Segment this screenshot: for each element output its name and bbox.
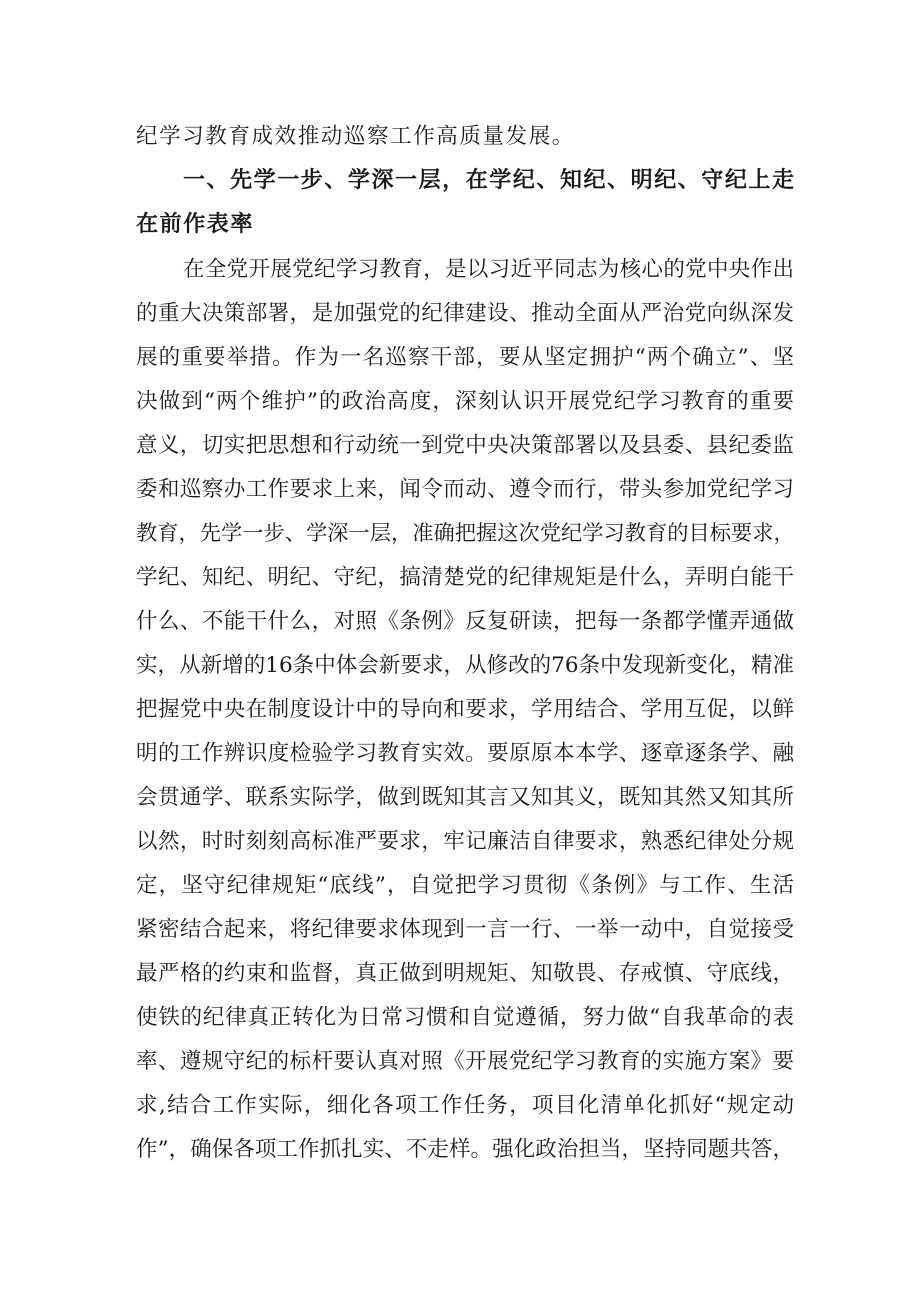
paragraph-line: 最严格的约束和监督，真正做到明规矩、知敬畏、存戒慎、守底线， (136, 961, 794, 986)
paragraph-line: 以然，时时刻刻高标准严要求，牢记廉洁自律要求，熟悉纪律处分规 (136, 829, 794, 854)
paragraph-line: 率、遵规守纪的标杆要认真对照《开展党纪学习教育的实施方案》要 (136, 1049, 794, 1074)
paragraph-line: 把握党中央在制度设计中的导向和要求，学用结合、学用互促，以鲜 (136, 697, 794, 722)
paragraph-line: 紧密结合起来，将纪律要求体现到一言一行、一举一动中，自觉接受 (136, 917, 794, 942)
paragraph-line: 委和巡察办工作要求上来，闻令而动、遵令而行，带头参加党纪学习 (136, 477, 794, 502)
paragraph-line: 在全党开展党纪学习教育，是以习近平同志为核心的党中央作出 (183, 257, 794, 282)
paragraph-line: 学纪、知纪、明纪、守纪，搞清楚党的纪律规矩是什么，弄明白能干 (136, 565, 794, 590)
paragraph-line: 什么、不能干什么，对照《条例》反复研读，把每一条都学懂弄通做 (136, 609, 794, 634)
paragraph-line: 求,结合工作实际，细化各项工作任务，项目化清单化抓好“规定动 (136, 1093, 794, 1118)
section-heading-line-1: 一、先学一步、学深一层，在学纪、知纪、明纪、守纪上走 (183, 168, 794, 193)
paragraph-line: 教育，先学一步、学深一层，准确把握这次党纪学习教育的目标要求， (136, 521, 795, 546)
paragraph-line: 决做到“两个维护”的政治高度，深刻认识开展党纪学习教育的重要 (136, 389, 794, 414)
paragraph-line: 实，从新增的16条中体会新要求，从修改的76条中发现新变化，精准 (136, 653, 794, 678)
paragraph-line: 作”，确保各项工作抓扎实、不走样。强化政治担当，坚持同题共答， (136, 1137, 794, 1162)
paragraph-line: 会贯通学、联系实际学，做到既知其言又知其义，既知其然又知其所 (136, 785, 794, 810)
section-heading-line-2: 在前作表率 (136, 212, 255, 237)
paragraph-line: 意义，切实把思想和行动统一到党中央决策部署以及县委、县纪委监 (136, 433, 794, 458)
paragraph-line: 明的工作辨识度检验学习教育实效。要原原本本学、逐章逐条学、融 (136, 741, 794, 766)
intro-line: 纪学习教育成效推动巡察工作高质量发展。 (136, 124, 575, 149)
paragraph-line: 定，坚守纪律规矩“底线”，自觉把学习贯彻《条例》与工作、生活 (136, 873, 794, 898)
paragraph-line: 使铁的纪律真正转化为日常习惯和自觉遵循，努力做“自我革命的表 (136, 1005, 794, 1030)
paragraph-line: 展的重要举措。作为一名巡察干部，要从坚定拥护“两个确立”、坚 (136, 345, 794, 370)
paragraph-line: 的重大决策部署，是加强党的纪律建设、推动全面从严治党向纵深发 (136, 301, 794, 326)
